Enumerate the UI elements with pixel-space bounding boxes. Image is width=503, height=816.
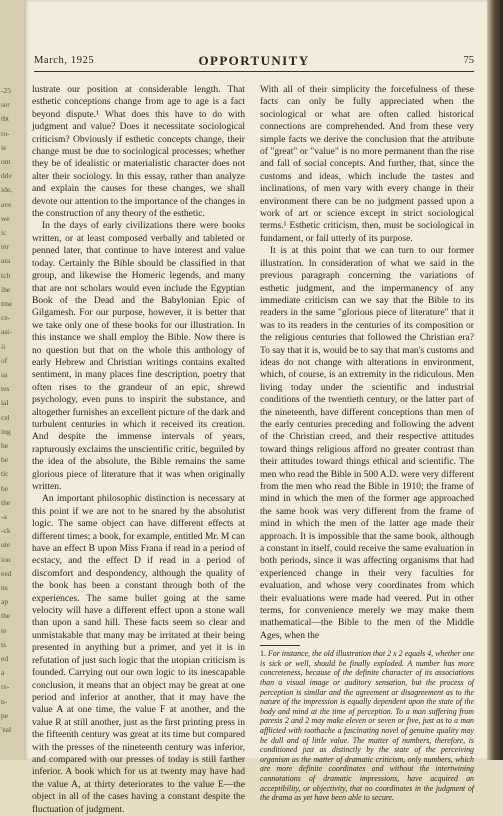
margin-fragment: ce- xyxy=(1,313,11,323)
margin-fragment: ro- xyxy=(1,128,10,138)
margin-fragment: of xyxy=(1,355,8,365)
margin-fragment: ide, xyxy=(1,185,13,195)
paragraph: An important philosophic distinction is necessary at this point if we are not to be snared by the absolutist logic. The same object can have different effects at different times; a book, for example, entitled Mr. M can have an effect B upon Miss Frana if read in a period of ecstacy, and the effect D if read in a period of discomfort and despondency, although the quality of the book has been a constant through both of the experiences. The same bullet going at the same velocity will have a different effect upon a stone wall than upon a sand hill. These facts seem so clear and unmistakable that many may be irritated at their being presented in anything but a primer, and yet it is in refutation of just such logic that the utopian criticism is founded. Carrying out our own logic to its inescapable conclusion, it means that an object may be great at one period and inferior at another, that it may have the value A at one time, the value F at another, and the value R at still another, just as the first printing press in the fifteenth century was great at its time but compared with the presses of the nineteenth century was inferior, and compared with our presses of today is still farther inferior. A book which for us at twenty may have had the value A, at thirty deteriorates to the value E—the object in all of the cases having a constant despite the fluctuation of judgment. xyxy=(32,493,245,815)
issue-date: March, 1925 xyxy=(34,55,95,66)
magazine-title: OPPORTUNITY xyxy=(198,53,310,68)
magazine-page xyxy=(24,0,487,815)
margin-fragment: 'eal xyxy=(1,725,12,734)
running-header xyxy=(34,53,474,72)
margin-fragment: ute xyxy=(1,540,11,550)
paragraph: lustrate our position at considerable length. That esthetic conceptions change from age to age is a fact beyond dispute.¹ What does this have to do with judgment and value? Does it necessitate sociological criticism? Obviously if esthetic concepts change, their change must be due to sociological processes; whether they be of idealistic or materialistic character does not alter their sociology. In this essay, rather than analyze and explain the causes for these changes, we shall devote our attention to the importance of the changes in the construction of any theory of the esthetic. xyxy=(32,84,245,220)
left-column xyxy=(32,84,245,816)
footnote-divider xyxy=(260,645,300,646)
margin-fragment: a xyxy=(1,668,5,678)
margin-fragment: ial xyxy=(1,398,9,408)
margin-fragment: ic xyxy=(1,228,7,237)
margin-fragment: ap xyxy=(1,597,9,607)
margin-fragment: he xyxy=(1,441,9,450)
margin-fragment: om xyxy=(1,157,11,166)
margin-fragment: te xyxy=(1,625,7,635)
margin-fragment: ion xyxy=(1,554,11,564)
margin-fragment: we xyxy=(1,213,10,223)
margin-fragment: pe xyxy=(1,710,9,720)
margin-fragment: ts xyxy=(1,639,7,649)
margin-fragment: sa xyxy=(1,370,8,379)
adjacent-page-margin xyxy=(0,0,24,760)
margin-fragment: re- xyxy=(1,682,10,692)
margin-fragment: eed xyxy=(1,568,12,578)
margin-fragment: tme xyxy=(1,299,13,308)
margin-fragment: the xyxy=(1,497,11,507)
margin-fragment: be xyxy=(1,455,9,465)
margin-fragment: n- xyxy=(1,696,8,706)
margin-fragment: ii xyxy=(1,341,6,351)
footnote xyxy=(260,649,474,803)
margin-fragment: dde xyxy=(1,171,12,181)
margin-fragment: ast- xyxy=(1,327,12,337)
book-binding-edge xyxy=(487,0,503,760)
margin-fragment: the xyxy=(1,611,11,621)
margin-fragment: tbt xyxy=(1,114,9,124)
right-column xyxy=(260,84,474,803)
footnote-number: 1. xyxy=(260,649,266,659)
paragraph: With all of their simplicity the forcefulness of these facts can only be fully appreciated when the sociological or what are often called historical connections are comprehended. And from these very simple facts we derive the conclusion that the attribute of "great" or "value" is no more permanent than the rise and fall of social concepts. And further, that, since the customs and ideas, which include the tastes and inclinations, of men vary with every change in their environment there can be no judgment passed upon a work of art or science except in strict sociological terms.¹ Esthetic criticism, then, must be sociological in fundament, or fail utterly of its purpose. xyxy=(260,84,474,244)
margin-fragment: -25 xyxy=(1,86,11,95)
margin-fragment: ara xyxy=(1,256,11,266)
paragraph: In the days of early civilizations there were books written, or at least composed verbally and tableted or penned later, that continue to have interest and value today. Certainly the Bible should be classified in that group, and likewise the Homeric legends, and many that are not scholars would even include the Egyptian Book of the Dead and the Babylonian Epic of Gilgamesh. For our purpose, however, it is better that we take only one of these books for our illustration. In this instance we shall employ the Bible. Now there is no question but that on the whole this anthology of early Hebrew and Christian writings contains exalted sentiment, in many places fine description, poetry that often rises to the grandeur of an epic, shrewd psychology, even puns to inspirit the substance, and altogether furnishes an excellent picture of the dark and turbulent centuries in which it received its creation. And despite the immense intervals of years, rapturously exclaims the unscientific critic, beguiled by the idea of the absolute, the Bible remains the same glorious piece of literature that it was when originally written. xyxy=(32,220,245,492)
margin-fragment: -ck xyxy=(1,526,11,536)
paragraph: It is at this point that we can turn to our former illustration. In consideration of what we said in the previous paragraph concerning the variations of esthetic judgment, and the impermanency of any immediate criticism can we say that the Bible to its readers in the same "glorious piece of literature" that it was to its readers in the centuries of its composition or the religious centuries that followed the Christian era? To say that it is, would be to say that man's customs and ideas do not change with alterations in environment, which, of course, is an extremity in the ridiculous. Men living today under the scientific and industrial conditions of the twentieth century, or the latter part of the nineteenth, have different conceptions than men of the early centuries preceding and following the advent of the Christian creed, and their respective attitudes toward things religious afford no greater contrast than their attitudes toward things ethical and scientific. The men who read the Bible in 500 A.D. were very different from the men who read the Bible in 1910; the frame of mind in which the men of the former age approached the same book was very different from the frame of mind in which the men of the latter age made their approach. It is impossible that the same book, although a constant in itself, could receive the same evaluation in both periods, since it was affecting organisms that had experienced change in their very faculties for evaluation, and whose very coordinates from which their evaluations were made had veered. Put in other terms, for convenience merely we may make them mathematical—the Bible to the men of the Middle Ages, when the xyxy=(260,245,474,641)
margin-fragment: tic xyxy=(1,469,9,479)
margin-fragment: be xyxy=(1,483,9,493)
margin-fragment: ser xyxy=(1,100,10,110)
margin-fragment: ihe xyxy=(1,284,11,294)
margin-fragment: ie xyxy=(1,142,7,152)
margin-fragment: ns xyxy=(1,583,8,592)
margin-fragment: ing xyxy=(1,426,11,436)
margin-fragment: -a xyxy=(1,512,7,521)
page-number: 75 xyxy=(463,55,474,66)
margin-fragment: cel xyxy=(1,412,10,422)
margin-fragment: ter xyxy=(1,242,9,252)
margin-fragment: tch xyxy=(1,270,11,280)
margin-fragment: tes xyxy=(1,384,10,394)
margin-fragment: ave xyxy=(1,199,12,209)
margin-fragment: ed xyxy=(1,654,9,663)
footnote-text: For instance, the old illustration that 2 x 2 equals 4, whether one is sick or well, should be finally exploded. A number has more concreteness, because of the definite character of its associations than a visual image or auditory sensation, but the process of perception is similar and the agreement or disagreement as to the nature of the impression is equally dependent upon the state of the body and mind at the time of perception. To a man suffering from paresis 2 and 2 may make eleven or seven or five, just as to a man afflicted with toothache a fascinating novel of genuine quality may be dull and of little value. The matter of numbers, therefore, is conditioned just as distinctly by the state of the perceiving organism as the matter of dramatic criticism, only numbers, which are more definite coordinates and without the intertwining connotations of dramatic impressions, have acquired an acceptibility, or objectivity, that no coordinates in the judgment of the drama as yet have been able to secure. xyxy=(260,649,474,803)
